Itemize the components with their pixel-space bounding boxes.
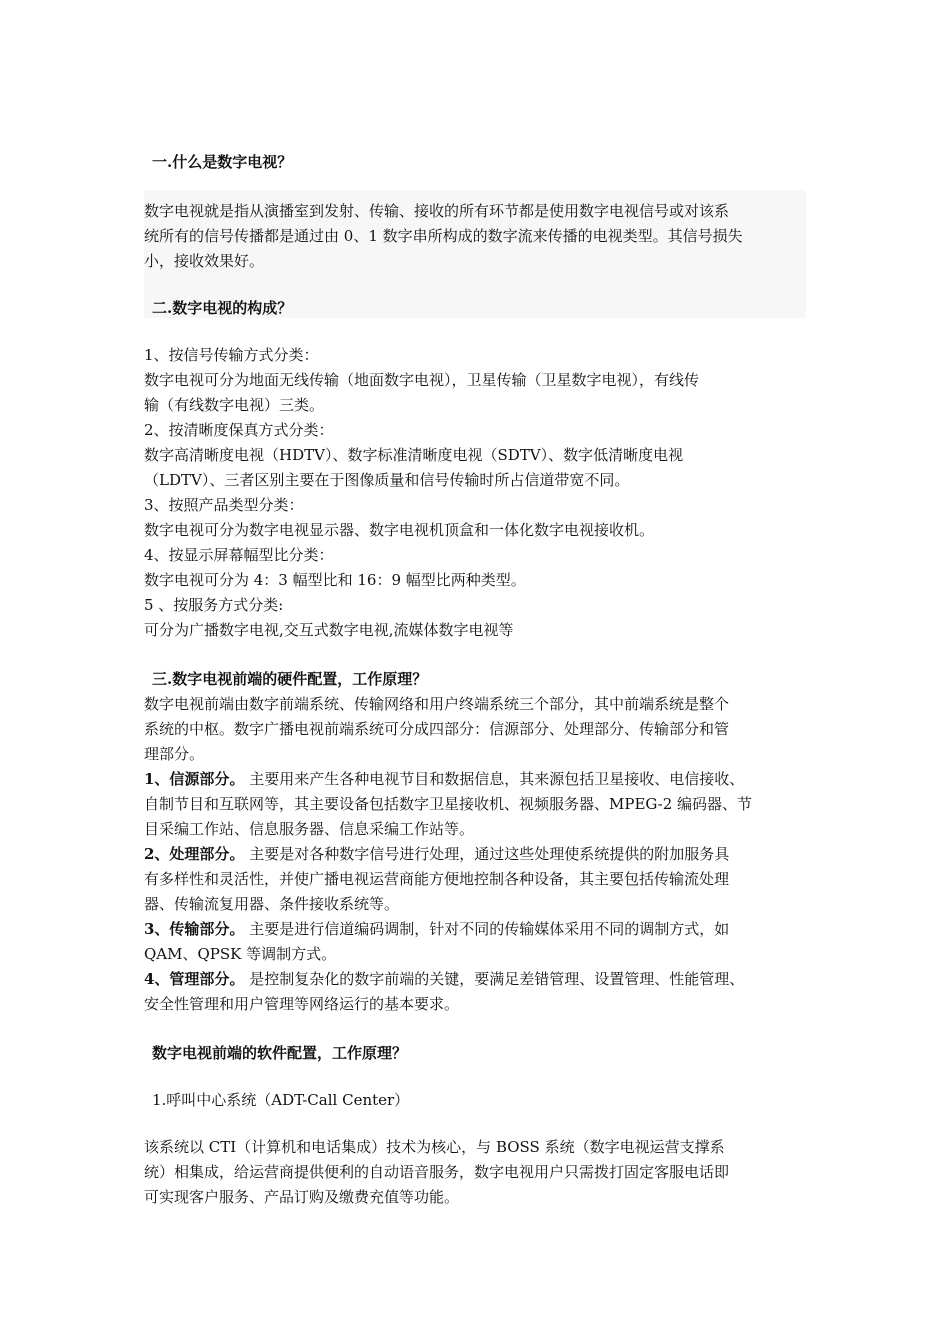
section-text: 主要用来产生各种电视节目和数据信息，其来源包括卫星接收、电信接收、 — [244, 770, 745, 788]
paragraph-line: 数字电视可分为数字电视显示器、数字电视机顶盒和一体化数字电视接收机。 — [144, 521, 655, 539]
paragraph-line: 数字电视就是指从演播室到发射、传输、接收的所有环节都是使用数字电视信号或对该系 — [144, 202, 730, 220]
list-item: 4、按显示屏幕幅型比分类： — [144, 546, 334, 564]
paragraph-line: 数字电视可分为地面无线传输（地面数字电视），卫星传输（卫星数字电视），有线传 — [144, 371, 700, 389]
paragraph-line: 统所有的信号传播都是通过由 0、1 数字串所构成的数字流来传播的电视类型。其信号损失 — [144, 227, 743, 245]
heading-1: 一.什么是数字电视？ — [152, 153, 293, 171]
paragraph-line: 器、传输流复用器、条件接收系统等。 — [144, 895, 400, 913]
section-text: 主要是进行信道编码调制，针对不同的传输媒体采用不同的调制方式，如 — [244, 920, 730, 938]
paragraph-line: QAM、QPSK 等调制方式。 — [144, 945, 337, 963]
heading-4: 数字电视前端的软件配置，工作原理？ — [152, 1044, 408, 1062]
list-item: 1、按信号传输方式分类： — [144, 346, 319, 364]
heading-3: 三.数字电视前端的硬件配置，工作原理？ — [152, 670, 428, 688]
list-item: 3、按照产品类型分类： — [144, 496, 304, 514]
paragraph-line: （LDTV）、三者区别主要在于图像质量和信号传输时所占信道带宽不同。 — [144, 471, 630, 489]
paragraph-line: 数字电视可分为 4：3 幅型比和 16：9 幅型比两种类型。 — [144, 571, 526, 589]
paragraph-line: 安全性管理和用户管理等网络运行的基本要求。 — [144, 995, 460, 1013]
list-item: 5 、按服务方式分类: — [144, 596, 284, 614]
paragraph-line: 统）相集成，给运营商提供便利的自动语音服务，数字电视用户只需拨打固定客服电话即 — [144, 1163, 730, 1181]
paragraph-line: 输（有线数字电视）三类。 — [144, 396, 325, 414]
paragraph-line: 数字电视前端由数字前端系统、传输网络和用户终端系统三个部分，其中前端系统是整个 — [144, 695, 730, 713]
section-label: 3、传输部分。 — [144, 920, 245, 938]
section-line — [144, 844, 729, 864]
section-label: 4、管理部分。 — [144, 970, 245, 988]
paragraph-line: 目采编工作站、信息服务器、信息采编工作站等。 — [144, 820, 475, 838]
list-item: 2、按清晰度保真方式分类： — [144, 421, 334, 439]
paragraph-line: 理部分。 — [144, 745, 205, 763]
section-text: 是控制复杂化的数字前端的关键，要满足差错管理、设置管理、性能管理、 — [244, 970, 745, 988]
section-line — [144, 919, 729, 939]
paragraph-line: 可实现客户服务、产品订购及缴费充值等功能。 — [144, 1188, 460, 1206]
paragraph-line: 系统的中枢。数字广播电视前端系统可分成四部分：信源部分、处理部分、传输部分和管 — [144, 720, 730, 738]
section-line — [144, 969, 744, 989]
paragraph-line: 可分为广播数字电视,交互式数字电视,流媒体数字电视等 — [144, 621, 514, 639]
subheading: 1.呼叫中心系统（ADT-Call Center） — [152, 1091, 410, 1109]
section-label: 1、信源部分。 — [144, 770, 245, 788]
section-line — [144, 769, 744, 789]
section-label: 2、处理部分。 — [144, 845, 245, 863]
paragraph-line: 小，接收效果好。 — [144, 252, 265, 270]
paragraph-line: 有多样性和灵活性，并使广播电视运营商能方便地控制各种设备，其主要包括传输流处理 — [144, 870, 730, 888]
paragraph-line: 自制节目和互联网等，其主要设备包括数字卫星接收机、视频服务器、MPEG-2 编码器、节 — [144, 795, 753, 813]
heading-2: 二.数字电视的构成？ — [152, 299, 293, 317]
section-text: 主要是对各种数字信号进行处理，通过这些处理使系统提供的附加服务具 — [244, 845, 730, 863]
paragraph-line: 该系统以 CTI（计算机和电话集成）技术为核心，与 BOSS 系统（数字电视运营支撑系 — [144, 1138, 725, 1156]
paragraph-line: 数字高清晰度电视（HDTV）、数字标准清晰度电视（SDTV）、数字低清晰度电视 — [144, 446, 684, 464]
